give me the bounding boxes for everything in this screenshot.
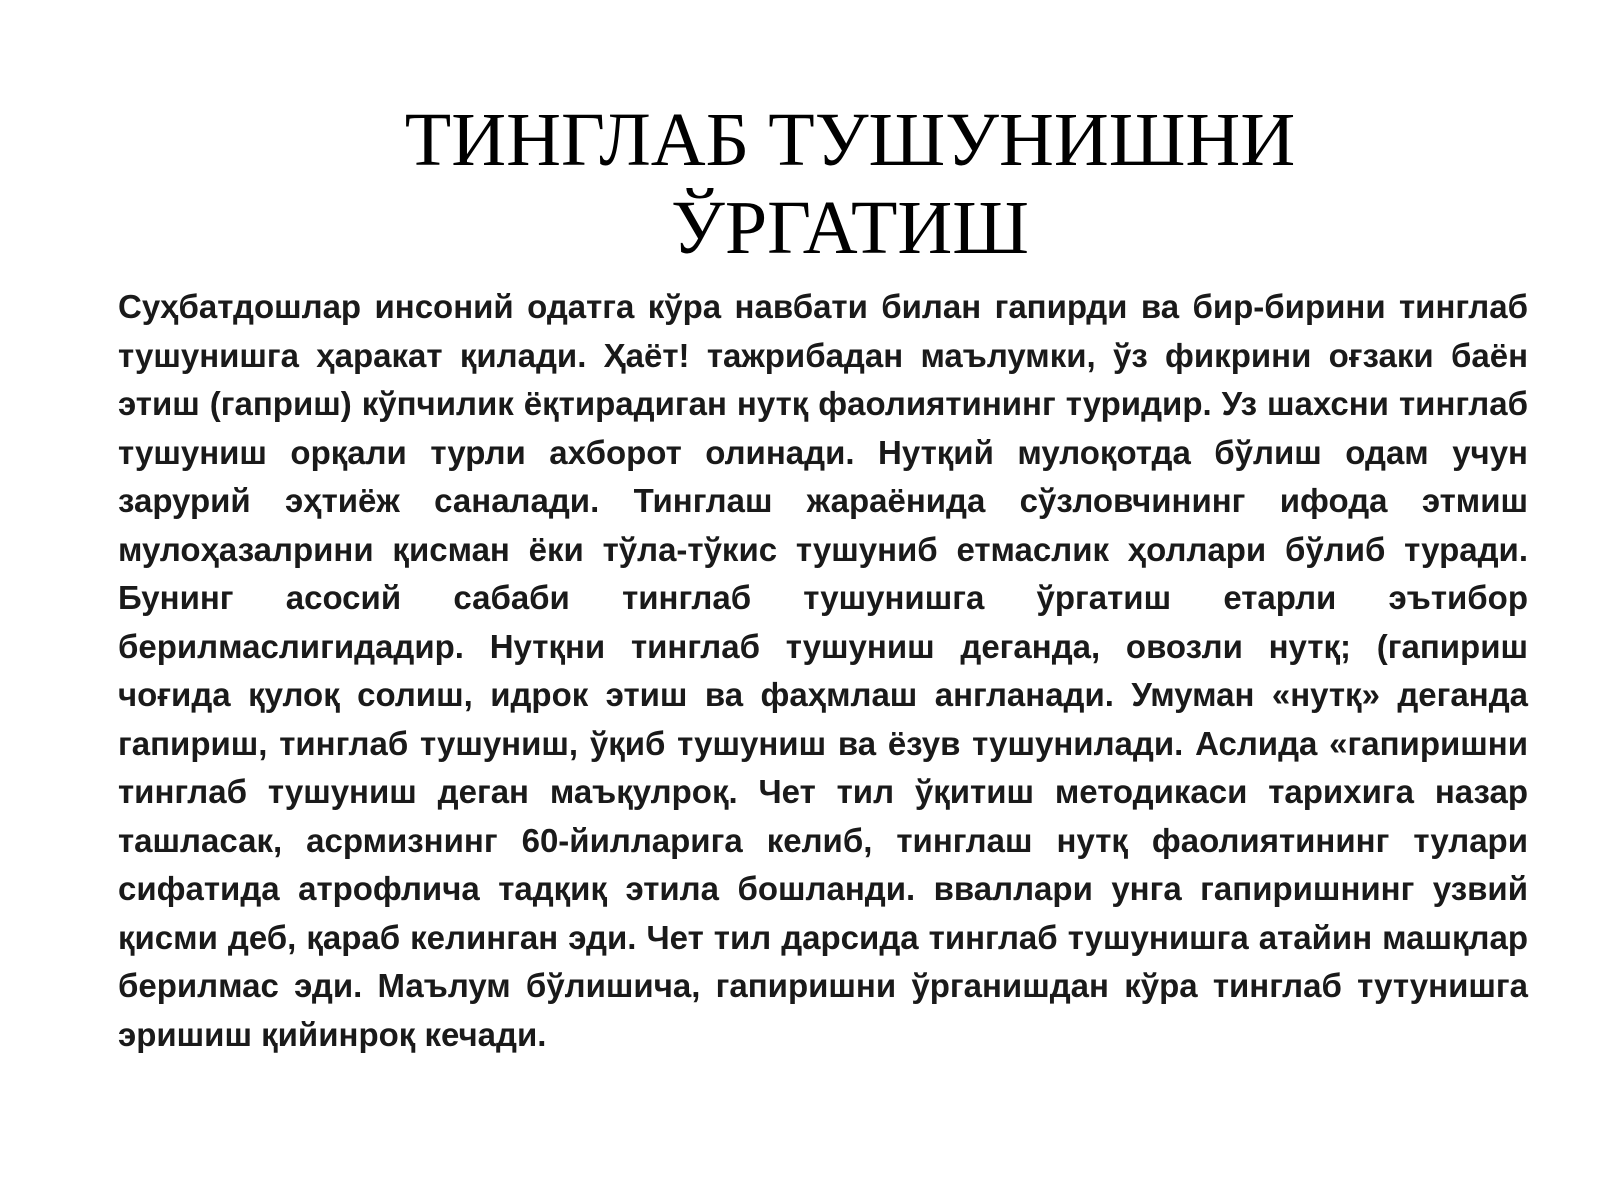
slide-body-text: Суҳбатдошлар инсоний одатга кўра навбати билан гапирди ва бир-бирини тинглаб тушунишга ҳаракат қилади. Ҳаёт! тажрибадан маълумки, ўз фикрини оғзаки баён этиш (гаприш) кўпчилик ёқтирадиган нутқ фаолиятининг туридир. Уз шахсни тинглаб тушуниш орқали турли ахборот олинади. Нутқий мулоқотда бўлиш одам учун зарурий эҳтиёж саналади. Тинглаш жараёнида сўзловчининг ифода этмиш мулоҳазалрини қисман ёки тўла-тўкис тушуниб етмаслик ҳоллари бўлиб туради. Бунинг асосий сабаби тинглаб тушунишга ўргатиш етарли эътибор берилмаслигидадир. Нутқни тинглаб тушуниш деганда, овозли нутқ; (гапириш чоғида қулоқ солиш, идрок этиш ва фаҳмлаш англанади. Умуман «нутқ» деганда гапириш, тинглаб тушуниш, ўқиб тушуниш ва ёзув тушунилади. Аслида «гапиришни тинглаб тушуниш деган маъқулроқ. Чет тил ўқитиш методикаси тарихига назар ташласак, асрмизнинг 60-йилларига келиб, тинглаш нутқ фаолиятининг тулари сифатида атрофлича тадқиқ этила бошланди. вваллари унга гапиришнинг узвий қисми деб, қараб келинган эди. Чет тил дарсида тинглаб тушунишга атайин машқлар берилмас эди. Маълум бўлишича, гапиришни ўрганишдан кўра тинглаб тутунишга эришиш қийинроқ кечади. [118, 288, 1528, 1053]
slide-title: ТИНГЛАБ ТУШУНИШНИ ЎРГАТИШ [404, 98, 1296, 270]
